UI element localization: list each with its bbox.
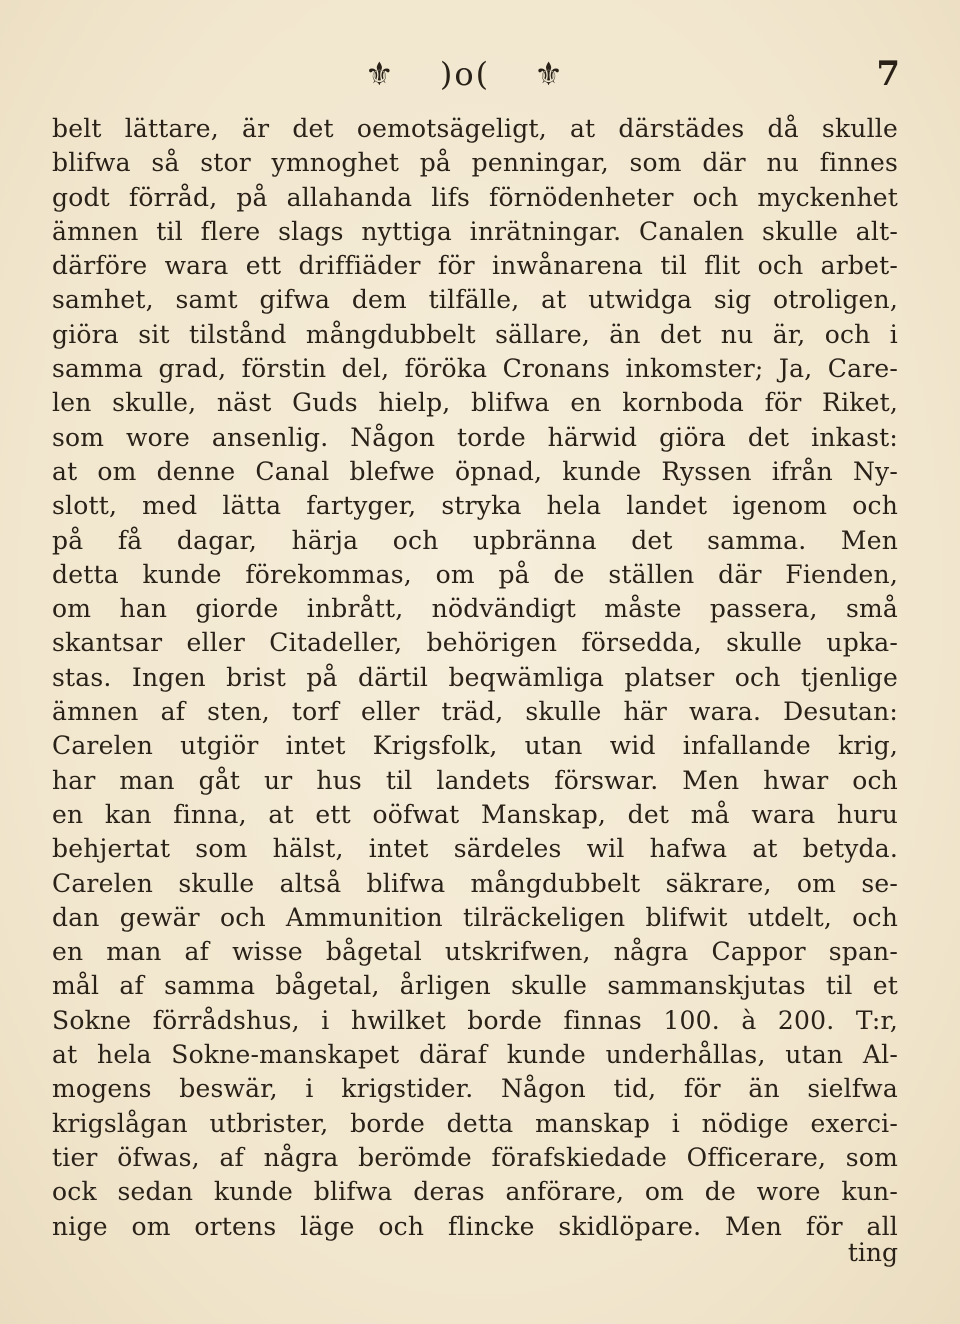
- text-line: blifwa så stor ymnoghet på penningar, som där nu finnes: [52, 148, 898, 178]
- text-line: len skulle, näst Guds hielp, blifwa en kornboda för Riket,: [52, 388, 898, 418]
- text-line: ämnen til flere slags nyttiga inrätningar. Canalen skulle alt-: [52, 216, 898, 246]
- text-line: en kan finna, at ett oöfwat Manskap, det må wara huru: [52, 799, 898, 829]
- text-line: mål af samma bågetal, årligen skulle sammanskjutas til et: [52, 971, 898, 1001]
- text-line: om han giorde inbrått, nödvändigt måste passera, små: [52, 594, 898, 624]
- text-line: godt förråd, på allahanda lifs förnödenheter och myckenhet: [52, 182, 898, 212]
- text-line: samhet, samt gifwa dem tilfälle, at utwidga sig otroligen,: [52, 285, 898, 315]
- body-text: [52, 112, 898, 1244]
- text-line: därföre wara ett driffiäder för inwånarena til flit och arbet-: [52, 251, 898, 281]
- page-number: 7: [876, 54, 900, 94]
- text-line: Sokne förrådshus, i hwilket borde finnas 100. à 200. T:r,: [52, 1005, 898, 1035]
- text-line: har man gåt ur hus til landets förswar. Men hwar och: [52, 765, 898, 795]
- text-line: ämnen af sten, torf eller träd, skulle här wara. Desutan:: [52, 697, 898, 727]
- fleuron-left-icon: ⚜: [365, 55, 396, 93]
- text-line: mogens beswär, i krigstider. Någon tid, för än sielfwa: [52, 1074, 898, 1104]
- text-line: giöra sit tilstånd mångdubbelt sällare, än det nu är, och i: [52, 319, 898, 349]
- text-line: at om denne Canal blefwe öpnad, kunde Ryssen ifrån Ny-: [52, 456, 898, 486]
- fleuron-right-icon: ⚜: [534, 55, 565, 93]
- text-line: skantsar eller Citadeller, behörigen försedda, skulle upka-: [52, 628, 898, 658]
- text-line: på få dagar, härja och upbränna det samma. Men: [52, 525, 898, 555]
- text-line: krigslågan utbrister, borde detta manskap i nödige exerci-: [52, 1108, 898, 1138]
- text-line: slott, med lätta fartyger, stryka hela landet igenom och: [52, 491, 898, 521]
- text-line: belt lättare, är det oemotsägeligt, at därstädes då skulle: [52, 114, 898, 143]
- text-line: dan gewär och Ammunition tilräckeligen blifwit utdelt, och: [52, 902, 898, 932]
- text-line: detta kunde förekommas, om på de ställen där Fienden,: [52, 559, 898, 589]
- text-line: Carelen utgiör intet Krigsfolk, utan wid infallande krig,: [52, 731, 898, 761]
- text-line: ock sedan kunde blifwa deras anförare, om de wore kun-: [52, 1177, 898, 1207]
- header-ornament: [365, 52, 565, 96]
- text-line: stas. Ingen brist på därtil beqwämliga platser och tjenlige: [52, 662, 898, 692]
- catchword: ting: [847, 1238, 898, 1267]
- text-line: Carelen skulle altså blifwa mångdubbelt säkrare, om se-: [52, 868, 898, 898]
- text-line: behjertat som hälst, intet särdeles wil hafwa at betyda.: [52, 834, 898, 864]
- text-line: nige om ortens läge och flincke skidlöpare. Men för all: [52, 1211, 898, 1241]
- text-line: en man af wisse bågetal utskrifwen, några Cappor span-: [52, 937, 898, 967]
- text-line: tier öfwas, af några berömde förafskiedade Officerare, som: [52, 1142, 898, 1172]
- text-line: samma grad, förstin del, föröka Cronans inkomster; Ja, Care-: [52, 354, 898, 384]
- ornament-center-icon: )o(: [439, 55, 491, 93]
- page-header: [0, 52, 960, 96]
- text-line: som wore ansenlig. Någon torde härwid giöra det inkast:: [52, 422, 898, 452]
- text-line: at hela Sokne-manskapet däraf kunde underhållas, utan Al-: [52, 1040, 898, 1070]
